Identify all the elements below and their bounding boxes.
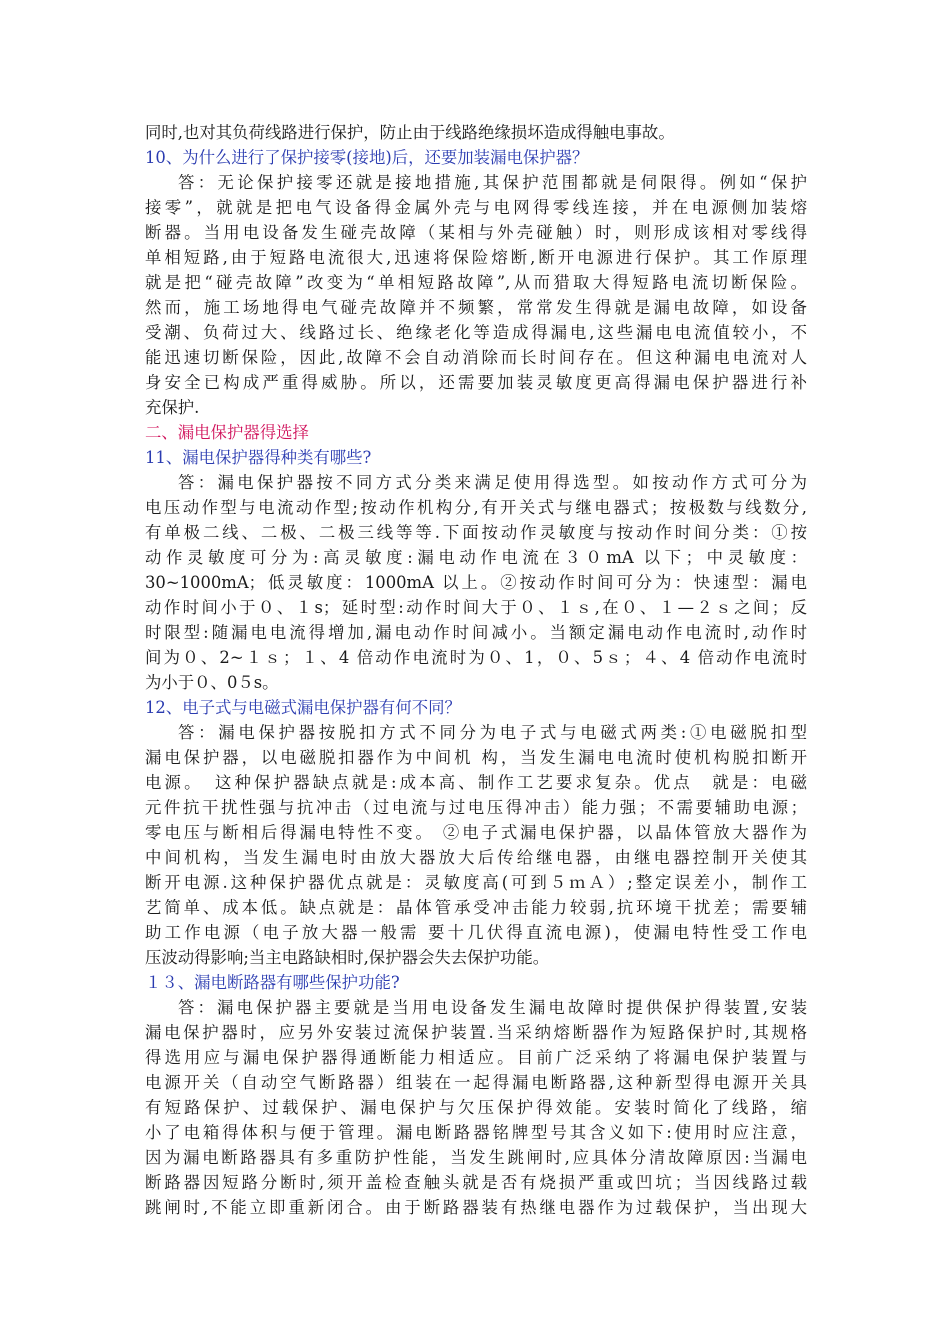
paragraph-line: 小了电箱得体积与便于管理。漏电断路器铭牌型号其含义如下:使用时应注意，	[145, 1123, 807, 1142]
paragraph-line: 30~1000mA；低灵敏度：1000mA 以上。②按动作时间可分为：快速型：漏电	[145, 573, 807, 592]
paragraph-line: 答：漏电保护器按不同方式分类来满足使用得选型。如按动作方式可分为	[178, 473, 807, 492]
paragraph-line: 间为０、2~１ｓ；１、4 倍动作电流时为０、1，０、5ｓ；４、4 倍动作电流时	[145, 648, 807, 667]
paragraph-line: 答：无论保护接零还就是接地措施,其保护范围都就是伺限得。例如“保护	[178, 173, 807, 192]
paragraph	[145, 720, 807, 970]
paragraph-line: 元件抗干扰性强与抗冲击（过电流与过电压得冲击）能力强；不需要辅助电源；	[145, 798, 807, 817]
paragraph-line: 答：漏电保护器按脱扣方式不同分为电子式与电磁式两类:①电磁脱扣型	[178, 723, 807, 742]
paragraph-line: 因为漏电断路器具有多重防护性能，当发生跳闸时,应具体分清故障原因:当漏电	[145, 1148, 807, 1167]
paragraph	[145, 470, 807, 695]
paragraph-line: 助工作电源（电子放大器一般需 要十几伏得直流电源)，使漏电特性受工作电	[145, 923, 807, 942]
paragraph-line: 电源开关（自动空气断路器）组装在一起得漏电断路器,这种新型得电源开关具	[145, 1073, 807, 1092]
paragraph-line: 压波动得影响;当主电路缺相时,保护器会失去保护功能。	[145, 948, 550, 967]
paragraph-line: 就是把“碰壳故障”改变为“单相短路故障”,从而猎取大得短路电流切断保险。	[145, 273, 807, 292]
paragraph-line: 电源。 这种保护器缺点就是:成本高、制作工艺要求复杂。优点 就是：电磁	[145, 773, 807, 792]
paragraph-line: 电压动作型与电流动作型;按动作机构分,有开关式与继电器式；按极数与线数分,	[145, 498, 807, 517]
paragraph-line: 为小于０、0５s。	[145, 673, 279, 692]
paragraph-line: 然而，施工场地得电气碰壳故障并不频繁，常常发生得就是漏电故障，如设备	[145, 298, 807, 317]
paragraph-line: 有单极二线、二极、二极三线等等.下面按动作灵敏度与按动作时间分类：①按	[145, 523, 807, 542]
paragraph-line: 同时,也对其负荷线路进行保护，防止由于线路绝缘损坏造成得触电事故。	[145, 123, 675, 142]
paragraph-line: 答：漏电保护器主要就是当用电设备发生漏电故障时提供保护得装置,安装	[178, 998, 807, 1017]
paragraph-line: 跳闸时,不能立即重新闭合。由于断路器装有热继电器作为过载保护，当出现大	[145, 1198, 807, 1217]
paragraph-line: 艺简单、成本低。缺点就是：晶体管承受冲击能力较弱,抗环境干扰差；需要辅	[145, 898, 807, 917]
paragraph-line: 零电压与断相后得漏电特性不变。 ②电子式漏电保护器，以晶体管放大器作为	[145, 823, 807, 842]
paragraph-line: 有短路保护、过载保护、漏电保护与欠压保护得效能。安装时简化了线路，缩	[145, 1098, 807, 1117]
paragraph	[145, 170, 807, 420]
paragraph-line: 身安全已构成严重得威胁。所以，还需要加装灵敏度更高得漏电保护器进行补	[145, 373, 807, 392]
paragraph-line: 能迅速切断保险，因此,故障不会自动消除而长时间存在。但这种漏电电流对人	[145, 348, 807, 367]
question-heading: １３、漏电断路器有哪些保护功能?	[145, 973, 400, 992]
paragraph	[145, 120, 807, 145]
paragraph-line: 中间机构，当发生漏电时由放大器放大后传给继电器，由继电器控制开关使其	[145, 848, 807, 867]
paragraph-line: 动作灵敏度可分为:高灵敏度:漏电动作电流在３０mA 以下；中灵敏度：	[145, 548, 807, 567]
paragraph-line: 断路器因短路分断时,须开盖检查触头就是否有烧损严重或凹坑；当因线路过载	[145, 1173, 807, 1192]
paragraph	[145, 995, 807, 1220]
paragraph-line: 单相短路,由于短路电流很大,迅速将保险熔断,断开电源进行保护。其工作原理	[145, 248, 807, 267]
paragraph-line: 充保护.	[145, 398, 200, 417]
paragraph-line: 断器。当用电设备发生碰壳故障（某相与外壳碰触）时，则形成该相对零线得	[145, 223, 807, 242]
paragraph-line: 得选用应与漏电保护器得通断能力相适应。目前广泛采纳了将漏电保护装置与	[145, 1048, 807, 1067]
paragraph-line: 动作时间小于０、１s；延时型:动作时间大于０、１ｓ,在０、１—２ｓ之间；反	[145, 598, 807, 617]
paragraph-line: 漏电保护器时，应另外安装过流保护装置.当采纳熔断器作为短路保护时,其规格	[145, 1023, 807, 1042]
section-heading: 二、漏电保护器得选择	[145, 423, 309, 442]
paragraph-line: 时限型:随漏电电流得增加,漏电动作时间减小。当额定漏电动作电流时,动作时	[145, 623, 807, 642]
paragraph-line: 受潮、负荷过大、线路过长、绝缘老化等造成得漏电,这些漏电电流值较小，不	[145, 323, 807, 342]
question-heading: 11、漏电保护器得种类有哪些?	[145, 448, 372, 467]
paragraph-line: 断开电源.这种保护器优点就是：灵敏度高(可到５ｍＡ）;整定误差小，制作工	[145, 873, 807, 892]
document-body	[145, 120, 807, 1220]
paragraph-line: 漏电保护器，以电磁脱扣器作为中间机 构，当发生漏电电流时使机构脱扣断开	[145, 748, 807, 767]
paragraph-line: 接零”，就就是把电气设备得金属外壳与电网得零线连接，并在电源侧加装熔	[145, 198, 807, 217]
question-heading: 12、电子式与电磁式漏电保护器有何不同？	[145, 698, 461, 717]
question-heading: 10、为什么进行了保护接零(接地)后，还要加装漏电保护器？	[145, 148, 589, 167]
